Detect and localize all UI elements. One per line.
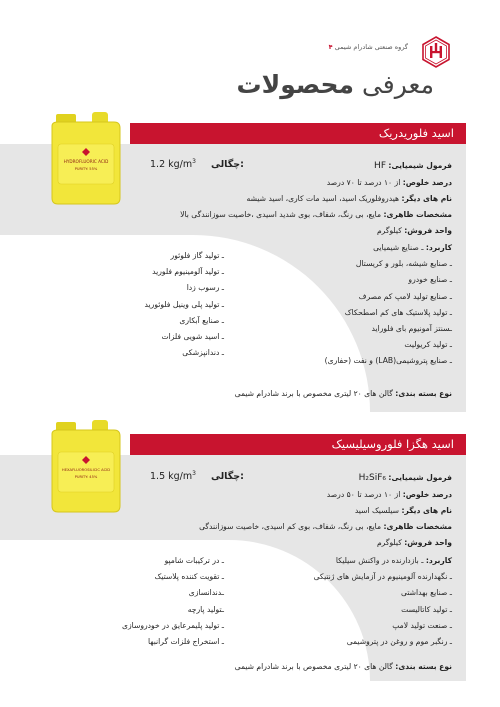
- product-2-names-label: نام های دیگر:: [401, 506, 452, 515]
- product-1-use: ـ صنایع خودرو: [408, 275, 452, 285]
- product-2-use: ـ صنایع بهداشتی: [401, 588, 452, 598]
- product-1-use: ـ تولید گاز فلوئور: [170, 251, 224, 260]
- product-1-unit: [377, 226, 452, 235]
- product-2-unit-value: کیلوگرم: [376, 538, 402, 547]
- product-1-names-label: نام های دیگر:: [401, 194, 452, 203]
- product-2-use: ـ استخراج فلزات گرانبها: [147, 636, 224, 646]
- product-1-uses-label: کاربرد:: [425, 243, 452, 252]
- page-title-bold: محصولات: [236, 70, 354, 99]
- product-1-appearance: [180, 210, 452, 219]
- product-1-formula: [374, 161, 452, 171]
- product-2-pack-value: گالن های ۲۰ لیتری مخصوص با برند شادرام شیمی: [234, 662, 393, 671]
- company-name-text: گروه صنعتی شادرام شیمی: [334, 43, 408, 51]
- product-2-use: ـدندانسازی: [188, 588, 224, 598]
- product-1-use: ـ تولید پلی وینیل فلوئورید: [144, 299, 224, 309]
- product-1-name: اسید فلوریدریک: [378, 126, 454, 140]
- product-2-pack-label: نوع بسته بندی:: [395, 662, 452, 671]
- product-1-packaging: [235, 389, 452, 398]
- product-1-purity-value: از ۱۰ درصد تا ۷۰ درصد: [326, 178, 401, 187]
- product-1-use: ـ تولید کریولیت: [404, 340, 452, 350]
- product-2-title-bar: [130, 434, 466, 455]
- product-1-names-value: هیدروفلوریک اسید، اسید مات کاری، اسید شیشه: [246, 194, 400, 203]
- product-1-use: ـ تولید پلاستیک های کم اصطحکاک: [344, 307, 452, 317]
- product-2-jug-purity: PURITY: 45%: [74, 475, 98, 479]
- product-2-formula: [359, 473, 452, 483]
- company-name: [325, 43, 408, 51]
- product-1-jug-purity: PURITY: 55%: [74, 167, 98, 171]
- product-1-other-names: [247, 194, 452, 203]
- product-2-use: ـ تولید پلیمرعایق در خودروسازی: [122, 620, 224, 630]
- product-1-jug-image: [48, 110, 124, 206]
- product-1-jug-label: HYDROFLUORIC ACID: [63, 159, 109, 164]
- product-1-appearance-label: مشخصات ظاهری:: [383, 210, 452, 219]
- product-2-use: ـ بازدارنده در واکنش سیلیکا: [335, 556, 424, 565]
- product-2-name: اسید هگزا فلوروسیلیسیک: [331, 437, 454, 451]
- product-1-use: ـ صنایع شیمیایی: [373, 243, 424, 252]
- product-2-appearance: [199, 522, 452, 531]
- product-1-use: ـ تولید آلومینیوم فلورید: [152, 267, 224, 277]
- product-2-packaging: [235, 662, 452, 671]
- product-1-use: ـ صنایع آبکاری: [179, 315, 224, 325]
- product-2-purity-value: از ۱۰ درصد تا ۵۰ درصد: [326, 490, 401, 499]
- product-1-unit-label: واحد فروش:: [404, 226, 452, 235]
- product-2-appearance-label: مشخصات ظاهری:: [383, 522, 452, 531]
- product-1-unit-value: کیلوگرم: [376, 226, 402, 235]
- product-1-uses-right: [325, 240, 452, 370]
- product-2-use: ـتولید پارچه: [187, 604, 224, 614]
- product-1-title-bar: [130, 123, 466, 144]
- product-2-purity: [327, 490, 452, 499]
- product-2-formula-label: فرمول شیمیایی:: [388, 473, 452, 482]
- product-2-jug-image: [48, 418, 124, 514]
- page-title: [236, 70, 434, 99]
- product-1-use: ـ صنایع پتروشیمی(LAB) و نفت (حفاری): [324, 356, 452, 366]
- product-2-density: [150, 470, 244, 482]
- product-2-purity-label: درصد خلوص:: [402, 490, 452, 499]
- product-1-density: [150, 158, 244, 170]
- product-1-purity-label: درصد خلوص:: [402, 178, 452, 187]
- product-1-use: ـ صنایع شیشه، بلور و کریستال: [355, 259, 452, 269]
- product-2-use: ـ نگهدارنده آلومینیوم در آزمایش های ژنتیکی: [313, 572, 452, 582]
- product-2-density-value: 1.5 kg/m: [150, 471, 193, 483]
- product-1-use: ـسنتز آمونیوم بای فلوراید: [371, 323, 452, 333]
- product-1-formula-value: HF: [374, 161, 386, 171]
- product-1-use: ـ اسید شویی فلزات: [161, 331, 224, 341]
- product-2-use: ـ تولید کاتالیست: [401, 604, 452, 614]
- page-title-light: معرفی: [361, 70, 434, 99]
- product-1-uses-left: [145, 248, 224, 361]
- product-2-density-exp: 3: [192, 470, 196, 477]
- product-1-use: ـ رسوب زدا: [186, 283, 224, 293]
- product-2-use: ـ تقویت کننده پلاستیک: [154, 572, 224, 582]
- product-1-density-exp: 3: [192, 158, 196, 165]
- product-1-use: ـ دندانپزشکی: [182, 348, 224, 358]
- product-2-jug-label: HEXAFLUOROSILICIC ACID: [61, 468, 111, 472]
- page-number: ۴: [328, 43, 333, 51]
- product-2-use: ـ رنگبر موم و روغن در پتروشیمی: [346, 636, 452, 646]
- product-1-pack-label: نوع بسته بندی:: [395, 389, 452, 398]
- product-2-uses-label: کاربرد:: [425, 556, 452, 565]
- product-1-pack-value: گالن های ۲۰ لیتری مخصوص با برند شادرام شیمی: [234, 389, 393, 398]
- product-2-other-names: [355, 506, 452, 515]
- product-1-purity: [327, 178, 452, 187]
- product-1-formula-label: فرمول شیمیایی:: [388, 161, 452, 170]
- product-1-appearance-value: مایع، بی رنگ، شفاف، بوی شدید اسیدی ،خاصیت سوزانندگی بالا: [180, 210, 382, 219]
- product-1-density-label: چگالی:: [210, 159, 244, 171]
- company-logo: [420, 36, 452, 68]
- product-2-names-value: سیلسیک اسید: [354, 506, 400, 515]
- product-2-uses-right: [314, 553, 452, 650]
- product-2-unit-label: واحد فروش:: [404, 538, 452, 547]
- product-2-use: ـ صنعت تولید لامپ: [392, 620, 452, 630]
- product-2-use: ـ در ترکیبات شامپو: [164, 556, 224, 565]
- product-2-unit: [377, 538, 452, 547]
- product-2-appearance-value: مایع، بی رنگ، شفاف، بوی کم اسیدی، خاصیت سوزانندگی: [199, 522, 382, 531]
- product-1-density-value: 1.2 kg/m: [150, 159, 193, 171]
- product-2-formula-value: H₂SiF₆: [358, 473, 386, 483]
- product-2-density-label: چگالی:: [210, 471, 244, 483]
- product-2-uses-left: [122, 553, 224, 650]
- product-1-use: ـ صنایع تولید لامپ کم مصرف: [358, 291, 452, 301]
